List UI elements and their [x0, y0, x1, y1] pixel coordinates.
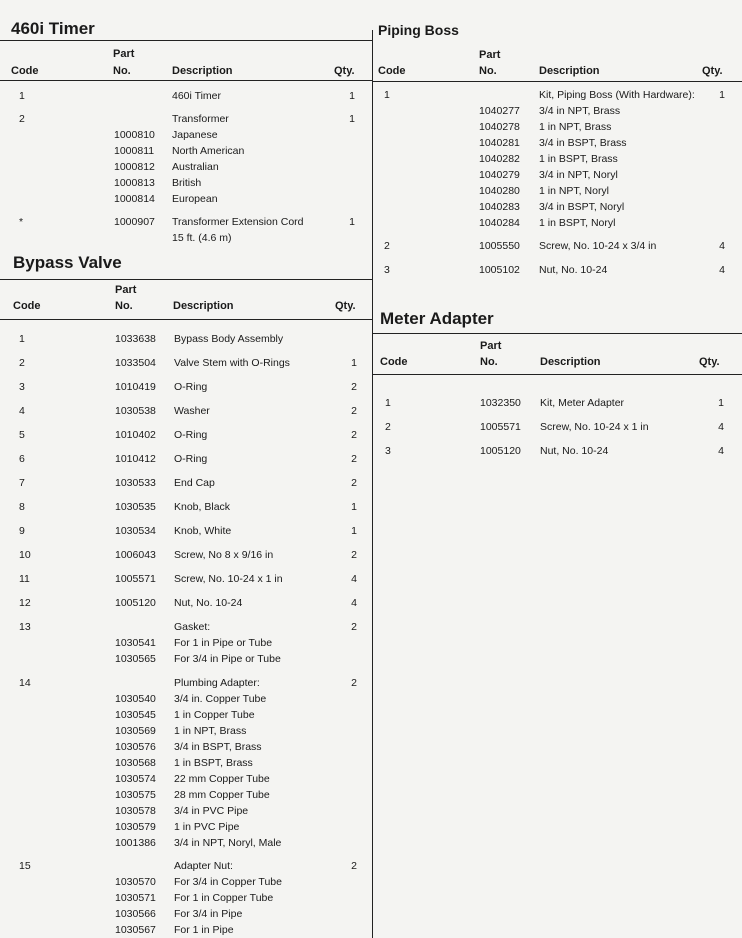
row-code: 7	[19, 477, 25, 489]
row-code: *	[19, 216, 24, 228]
row-qty: 1	[351, 525, 357, 537]
header-code: Code	[380, 356, 408, 368]
row-part-number: 1000813	[114, 177, 155, 189]
header-code: Code	[13, 300, 41, 312]
header-code: Code	[378, 65, 406, 77]
header-code: Code	[11, 65, 39, 77]
row-code: 3	[384, 264, 390, 276]
row-qty: 1	[718, 397, 724, 409]
row-qty: 2	[351, 549, 357, 561]
row-description: 3/4 in NPT, Noryl	[539, 169, 618, 181]
row-code: 9	[19, 525, 25, 537]
row-part-number: 1030579	[115, 821, 156, 833]
row-part-number: 1030566	[115, 908, 156, 920]
row-description: Screw, No. 10-24 x 1 in	[540, 421, 649, 433]
row-description: Nut, No. 10-24	[174, 597, 243, 609]
row-description: 3/4 in PVC Pipe	[174, 805, 249, 817]
header-no: No.	[479, 65, 497, 77]
row-description: 1 in BSPT, Brass	[539, 153, 618, 165]
row-description: Bypass Body Assembly	[174, 333, 284, 345]
header-qty: Qty.	[334, 65, 355, 77]
row-part-number: 1005120	[115, 597, 156, 609]
row-description: Nut, No. 10-24	[540, 445, 609, 457]
row-part-number: 1030533	[115, 477, 156, 489]
row-part-number: 1030534	[115, 525, 156, 537]
row-qty: 4	[719, 264, 725, 276]
row-part-number: 1030570	[115, 876, 156, 888]
row-part-number: 1030569	[115, 725, 156, 737]
row-code: 15	[19, 860, 31, 872]
row-description: O-Ring	[174, 453, 208, 465]
header-part: Part	[115, 284, 137, 296]
row-part-number: 1030568	[115, 757, 156, 769]
row-part-number: 1030571	[115, 892, 156, 904]
row-qty: 4	[351, 573, 357, 585]
row-description: 1 in NPT, Noryl	[539, 185, 610, 197]
row-part-number: 1005571	[480, 421, 521, 433]
section-title-timer: 460i Timer	[11, 19, 95, 38]
row-qty: 1	[349, 90, 355, 102]
row-description: 460i Timer	[172, 90, 222, 102]
row-description: North American	[172, 145, 245, 157]
row-description: 1 in BSPT, Noryl	[539, 217, 616, 229]
row-code: 13	[19, 621, 31, 633]
row-code: 2	[19, 113, 25, 125]
row-description: For 3/4 in Pipe	[174, 908, 243, 920]
title-rule	[372, 333, 742, 334]
row-part-number: 1033504	[115, 357, 156, 369]
row-qty: 2	[351, 477, 357, 489]
row-description: 1 in NPT, Brass	[539, 121, 612, 133]
row-description: 3/4 in NPT, Brass	[539, 105, 621, 117]
row-code: 2	[385, 421, 391, 433]
row-qty: 1	[349, 113, 355, 125]
row-description: Gasket:	[174, 621, 211, 633]
row-part-number: 1000810	[114, 129, 155, 141]
row-part-number: 1040278	[479, 121, 520, 133]
row-description: 22 mm Copper Tube	[174, 773, 270, 785]
right-column	[372, 0, 742, 938]
row-qty: 2	[351, 677, 357, 689]
row-description: 3/4 in NPT, Noryl, Male	[174, 837, 282, 849]
row-description: Knob, Black	[174, 501, 231, 513]
row-qty: 1	[349, 216, 355, 228]
row-qty: 1	[719, 89, 725, 101]
row-part-number: 1030538	[115, 405, 156, 417]
row-part-number: 1030535	[115, 501, 156, 513]
row-description: Screw, No. 10-24 x 3/4 in	[539, 240, 657, 252]
header-rule	[0, 80, 372, 81]
row-part-number: 1040283	[479, 201, 520, 213]
header-rule	[372, 81, 742, 82]
row-qty: 2	[351, 429, 357, 441]
row-qty: 4	[719, 240, 725, 252]
row-description: Transformer	[172, 113, 229, 125]
row-code: 3	[385, 445, 391, 457]
row-description: O-Ring	[174, 381, 208, 393]
row-description: Adapter Nut:	[174, 860, 233, 872]
row-code: 2	[384, 240, 390, 252]
row-description: Screw, No 8 x 9/16 in	[174, 549, 274, 561]
row-description: O-Ring	[174, 429, 208, 441]
row-code: 14	[19, 677, 31, 689]
row-description: For 3/4 in Pipe or Tube	[174, 653, 281, 665]
row-part-number: 1030540	[115, 693, 156, 705]
header-part: Part	[113, 48, 135, 60]
row-description: 3/4 in BSPT, Brass	[539, 137, 627, 149]
row-qty: 4	[718, 421, 724, 433]
row-description: 1 in Copper Tube	[174, 709, 255, 721]
row-description: Japanese	[172, 129, 218, 141]
row-qty: 1	[351, 357, 357, 369]
row-code: 1	[384, 89, 390, 101]
row-description: 1 in BSPT, Brass	[174, 757, 253, 769]
row-code: 12	[19, 597, 31, 609]
row-part-number: 1033638	[115, 333, 156, 345]
title-rule	[0, 279, 372, 280]
row-description: For 3/4 in Copper Tube	[174, 876, 282, 888]
row-part-number: 1000811	[114, 145, 155, 157]
row-description: Valve Stem with O-Rings	[174, 357, 290, 369]
header-rule	[0, 319, 372, 320]
row-code: 6	[19, 453, 25, 465]
row-description: Transformer Extension Cord	[172, 216, 304, 228]
title-rule	[0, 40, 372, 41]
row-part-number: 1040284	[479, 217, 520, 229]
row-code: 11	[19, 573, 30, 585]
row-description: Washer	[174, 405, 210, 417]
row-code: 1	[385, 397, 391, 409]
row-description: 1 in PVC Pipe	[174, 821, 240, 833]
row-part-number: 1040280	[479, 185, 520, 197]
row-part-number: 1005120	[480, 445, 521, 457]
row-part-number: 1030565	[115, 653, 156, 665]
row-code: 5	[19, 429, 25, 441]
row-description: Nut, No. 10-24	[539, 264, 608, 276]
row-part-number: 1032350	[480, 397, 521, 409]
row-code: 8	[19, 501, 25, 513]
row-qty: 4	[718, 445, 724, 457]
row-qty: 4	[351, 597, 357, 609]
row-qty: 2	[351, 860, 357, 872]
row-description: European	[172, 193, 218, 205]
row-part-number: 1005550	[479, 240, 520, 252]
row-part-number: 1030574	[115, 773, 156, 785]
row-description: British	[172, 177, 202, 189]
row-part-number: 1040281	[479, 137, 520, 149]
row-part-number: 1030541	[115, 637, 156, 649]
row-code: 4	[19, 405, 25, 417]
section-title-meter: Meter Adapter	[380, 309, 494, 328]
header-description: Description	[540, 356, 601, 368]
header-description: Description	[172, 65, 233, 77]
row-part-number: 1030575	[115, 789, 156, 801]
row-part-number: 1006043	[115, 549, 156, 561]
header-qty: Qty.	[702, 65, 723, 77]
row-part-number: 1030567	[115, 924, 156, 936]
row-part-number: 1040277	[479, 105, 520, 117]
row-description: 3/4 in BSPT, Noryl	[539, 201, 625, 213]
header-rule	[372, 374, 742, 375]
row-part-number: 1001386	[115, 837, 156, 849]
row-description: Screw, No. 10-24 x 1 in	[174, 573, 283, 585]
header-no: No.	[113, 65, 131, 77]
row-qty: 2	[351, 381, 357, 393]
row-description: For 1 in Pipe	[174, 924, 234, 936]
row-code: 1	[19, 90, 25, 102]
row-part-number: 1010419	[115, 381, 156, 393]
row-description: 3/4 in BSPT, Brass	[174, 741, 262, 753]
header-description: Description	[173, 300, 234, 312]
row-qty: 1	[351, 501, 357, 513]
row-code: 3	[19, 381, 25, 393]
section-title-piping: Piping Boss	[378, 22, 459, 38]
row-part-number: 1005571	[115, 573, 156, 585]
row-part-number: 1000814	[114, 193, 155, 205]
row-part-number: 1040279	[479, 169, 520, 181]
header-no: No.	[115, 300, 133, 312]
row-description: Plumbing Adapter:	[174, 677, 260, 689]
row-description: 1 in NPT, Brass	[174, 725, 247, 737]
row-description: End Cap	[174, 477, 215, 489]
row-code: 10	[19, 549, 31, 561]
header-part: Part	[480, 340, 502, 352]
row-description: For 1 in Pipe or Tube	[174, 637, 273, 649]
row-qty: 2	[351, 621, 357, 633]
header-part: Part	[479, 49, 501, 61]
header-description: Description	[539, 65, 600, 77]
header-no: No.	[480, 356, 498, 368]
header-qty: Qty.	[335, 300, 356, 312]
row-part-number: 1030545	[115, 709, 156, 721]
row-part-number: 1010412	[115, 453, 156, 465]
row-part-number: 1005102	[479, 264, 520, 276]
row-description: Kit, Piping Boss (With Hardware):	[539, 89, 695, 101]
row-qty: 2	[351, 405, 357, 417]
row-part-number: 1000812	[114, 161, 155, 173]
row-part-number: 1030576	[115, 741, 156, 753]
row-part-number: 1030578	[115, 805, 156, 817]
row-description: For 1 in Copper Tube	[174, 892, 274, 904]
row-description: Australian	[172, 161, 219, 173]
row-description: 3/4 in. Copper Tube	[174, 693, 267, 705]
row-part-number: 1010402	[115, 429, 156, 441]
section-title-bypass: Bypass Valve	[13, 253, 122, 272]
row-description: 28 mm Copper Tube	[174, 789, 270, 801]
row-description: 15 ft. (4.6 m)	[172, 232, 232, 244]
row-code: 1	[19, 333, 25, 345]
header-qty: Qty.	[699, 356, 720, 368]
row-part-number: 1000907	[114, 216, 155, 228]
row-description: Knob, White	[174, 525, 232, 537]
row-part-number: 1040282	[479, 153, 520, 165]
row-qty: 2	[351, 453, 357, 465]
row-code: 2	[19, 357, 25, 369]
row-description: Kit, Meter Adapter	[540, 397, 625, 409]
